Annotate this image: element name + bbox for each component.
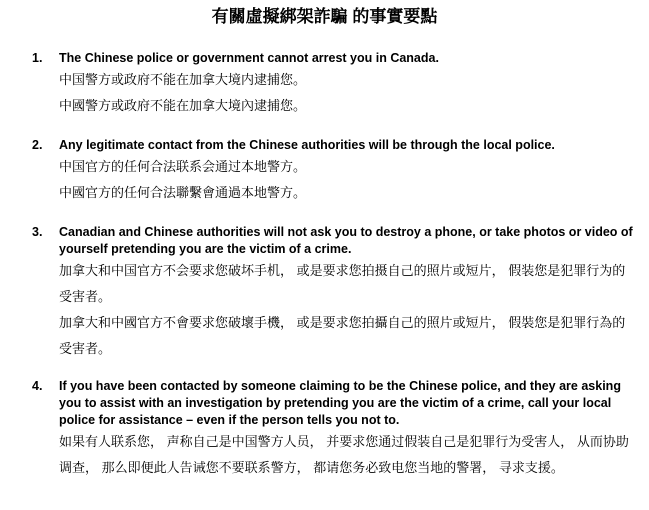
item-simplified-chinese-text: 中国警方或政府不能在加拿大境内逮捕您。 (59, 72, 307, 87)
item-traditional-chinese-text: 中國警方或政府不能在加拿大境內逮捕您。 (59, 98, 307, 113)
fact-item-2 (32, 137, 637, 206)
item-simplified-chinese-text: 中国官方的任何合法联系会通过本地警方。 (59, 159, 307, 174)
fact-item-1 (32, 50, 637, 119)
item-number: 2. (32, 138, 43, 152)
item-english-text: Any legitimate contact from the Chinese authorities will be through the local police. (59, 138, 555, 152)
item-traditional-chinese-text: 加拿大和中國官方不會要求您破壞手機， 或是要求您拍攝自己的照片或短片， 假裝您是犯罪行為的受害者。 (59, 315, 626, 356)
item-simplified-chinese-text: 加拿大和中国官方不会要求您破坏手机， 或是要求您拍摄自己的照片或短片， 假装您是犯罪行为的受害者。 (59, 263, 626, 304)
item-english-text: If you have been contacted by someone claiming to be the Chinese police, and they are asking you to assist with an investigation by pretending you are the victim of a crime, call your local police for assistance – even if the person tells you not to. (59, 379, 621, 427)
fact-item-4 (32, 378, 637, 481)
item-english-text: The Chinese police or government cannot arrest you in Canada. (59, 51, 439, 65)
item-number: 4. (32, 379, 43, 393)
item-english-text: Canadian and Chinese authorities will not ask you to destroy a phone, or take photos or video of yourself pretending you are the victim of a crime. (59, 225, 633, 256)
document-title: 有關虛擬綁架詐騙 的事實要點 (211, 7, 438, 26)
item-traditional-chinese-text: 中國官方的任何合法聯繫會通過本地警方。 (59, 185, 307, 200)
fact-item-3 (32, 224, 637, 362)
item-simplified-chinese-text: 如果有人联系您， 声称自己是中国警方人员， 并要求您通过假装自己是犯罪行为受害人， 从而协助调查， 那么即便此人告诫您不要联系警方， 都请您务必致电您当地的警署， 寻求支援。 (59, 434, 629, 475)
item-number: 1. (32, 51, 43, 65)
item-number: 3. (32, 225, 43, 239)
